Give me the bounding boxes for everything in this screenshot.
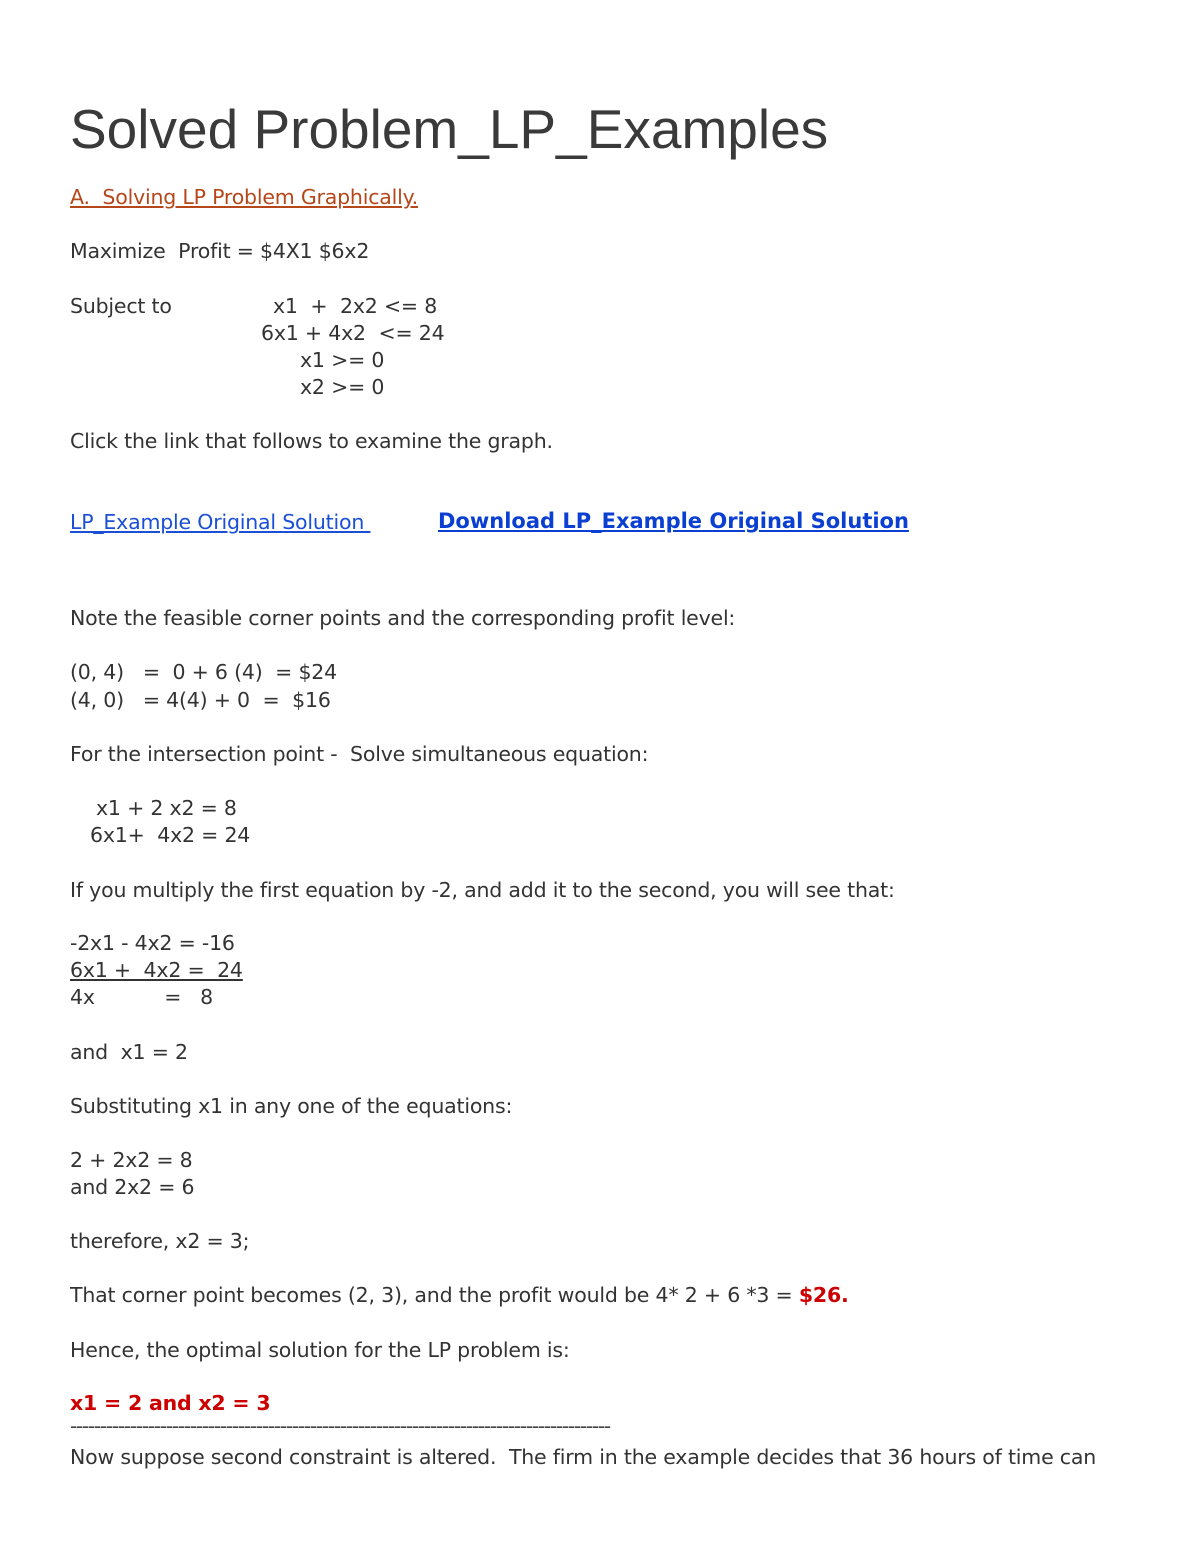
constraint-1: x1 + 2x2 <= 8 [273,294,438,318]
profit-value: $26. [798,1283,849,1307]
intersection-intro: For the intersection point - Solve simultaneous equation: [70,742,649,766]
equation-2: 6x1+ 4x2 = 24 [90,823,251,847]
page-title: Solved Problem_LP_Examples [70,98,829,160]
separator-line: ------------------------------------------------------------------------------------------ [70,1414,610,1438]
download-solution-link[interactable]: Download LP_Example Original Solution [438,509,909,533]
continuation-paragraph: Now suppose second constraint is altered. The firm in the example decides that 36 hours of time can [70,1445,1097,1469]
original-solution-link[interactable]: LP_Example Original Solution [70,510,371,534]
substitution-line-2: and 2x2 = 6 [70,1175,195,1199]
calc-line-2: 6x1 + 4x2 = 24 [70,958,243,982]
optimal-solution: x1 = 2 and x2 = 3 [70,1391,271,1415]
substitution-line-1: 2 + 2x2 = 8 [70,1148,193,1172]
equation-1: x1 + 2 x2 = 8 [96,796,237,820]
constraint-3: x1 >= 0 [300,348,385,372]
section-a-link[interactable]: A. Solving LP Problem Graphically. [70,185,418,209]
substituting-text: Substituting x1 in any one of the equations: [70,1094,513,1118]
objective-function: Maximize Profit = $4X1 $6x2 [70,239,370,263]
constraint-4: x2 >= 0 [300,375,385,399]
x1-result: and x1 = 2 [70,1040,188,1064]
corner-point-1: (0, 4) = 0 + 6 (4) = $24 [70,660,337,684]
constraint-2: 6x1 + 4x2 <= 24 [261,321,445,345]
corner-point-statement [70,1282,849,1308]
x2-result: therefore, x2 = 3; [70,1229,250,1253]
corner-point-text: That corner point becomes (2, 3), and the profit would be 4* 2 + 6 *3 = [70,1283,799,1307]
calc-line-3: 4x = 8 [70,985,214,1009]
subject-to-label: Subject to [70,294,172,318]
corner-points-note: Note the feasible corner points and the corresponding profit level: [70,606,736,630]
hence-statement: Hence, the optimal solution for the LP problem is: [70,1338,570,1362]
calc-line-1: -2x1 - 4x2 = -16 [70,931,235,955]
corner-point-2: (4, 0) = 4(4) + 0 = $16 [70,688,331,712]
multiply-instruction: If you multiply the first equation by -2, and add it to the second, you will see that: [70,878,895,902]
click-instruction: Click the link that follows to examine the graph. [70,429,553,453]
